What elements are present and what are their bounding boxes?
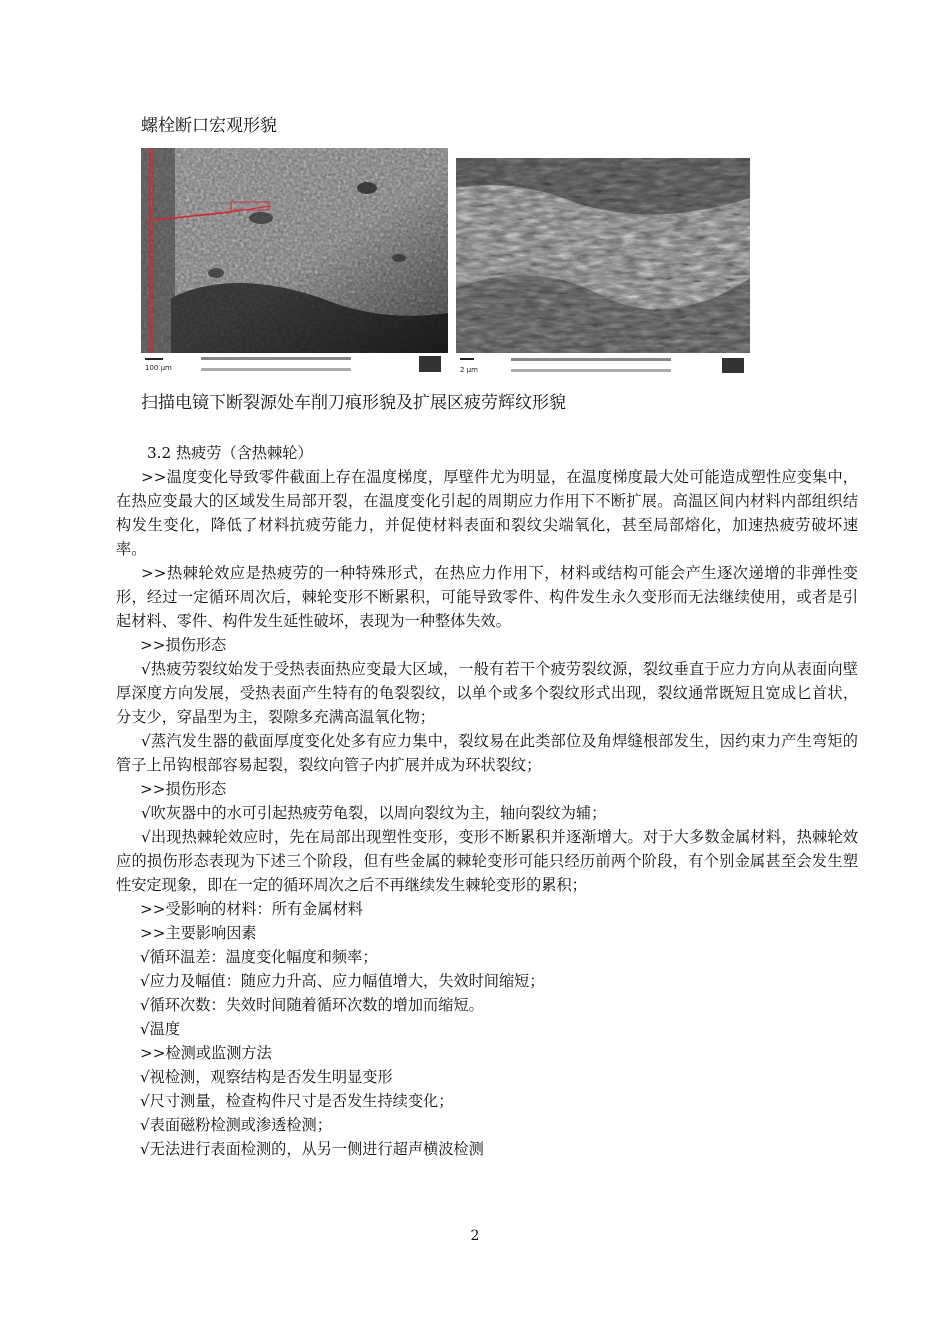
section-title: 3.2 热疲劳（含热棘轮） [147,444,313,462]
affected-materials: >>受影响的材料：所有金属材料 [140,900,363,918]
subheading-damage-form: >>损伤形态 [140,636,227,654]
subheading-detection: >>检测或监测方法 [140,1044,272,1062]
sem-micrograph-fatigue-striations [456,158,750,380]
micrograph-right-image [456,158,750,380]
list-item: √应力及幅值：随应力升高、应力幅值增大，失效时间缩短； [140,972,545,990]
micrograph-right-scale: 2 μm [460,366,478,374]
figure-caption: 扫描电镜下断裂源处车削刀痕形貌及扩展区疲劳辉纹形貌 [141,393,566,413]
page-number: 2 [470,1228,480,1244]
subheading-damage-form: >>损伤形态 [140,780,227,798]
list-item: √循环次数：失效时间随着循环次数的增加而缩短。 [140,996,484,1014]
paragraph: >>温度变化导致零件截面上存在温度梯度，厚壁件尤为明显，在温度梯度最大处可能造成塑性应变集中，在热应变最大的区域发生局部开裂，在温度变化引起的周期应力作用下不断扩展。高温区间内材料内部组织结构发生变化，降低了材料抗疲劳能力，并促使材料表面和裂纹尖端氧化，甚至局部熔化，加速热疲劳破坏速率。 [116,468,858,558]
list-item: √蒸汽发生器的截面厚度变化处多有应力集中，裂纹易在此类部位及角焊缝根部发生，因约束力产生弯矩的管子上吊钩根部容易起裂，裂纹向管子内扩展并成为环状裂纹； [116,732,858,774]
list-item: √视检测，观察结构是否发生明显变形 [140,1068,393,1086]
sem-micrograph-fracture-origin [141,148,448,381]
subheading-factors: >>主要影响因素 [140,924,257,942]
list-item: √循环温差：温度变化幅度和频率； [140,948,378,966]
list-item: √吹灰器中的水可引起热疲劳龟裂，以周向裂纹为主，轴向裂纹为辅； [141,804,607,822]
list-item: √无法进行表面检测的，从另一侧进行超声横波检测 [140,1140,484,1158]
list-item: √出现热棘轮效应时，先在局部出现塑性变形，变形不断累积并逐渐增大。对于大多数金属材料，热棘轮效应的损伤形态表现为下述三个阶段，但有些金属的棘轮变形可能只经历前两个阶段，有个别金属甚至会发生塑性安定现象，即在一定的循环周次之后不再继续发生棘轮变形的累积； [116,828,858,894]
list-item: √表面磁粉检测或渗透检测； [140,1116,332,1134]
list-item: √尺寸测量，检查构件尺寸是否发生持续变化； [140,1092,454,1110]
figure-heading: 螺栓断口宏观形貌 [141,116,277,136]
micrograph-left-image [141,148,448,381]
micrograph-left-scale: 100 μm [145,364,172,372]
paragraph: >>热棘轮效应是热疲劳的一种特殊形式，在热应力作用下，材料或结构可能会产生逐次递增的非弹性变形，经过一定循环周次后，棘轮变形不断累积，可能导致零件、构件发生永久变形而无法继续使用，或者是引起材料、零件、构件发生延性破坏，表现为一种整体失效。 [116,564,858,630]
section-body [116,441,858,1161]
list-item: √热疲劳裂纹始发于受热表面热应变最大区域，一般有若干个疲劳裂纹源，裂纹垂直于应力方向从表面向壁厚深度方向发展，受热表面产生特有的龟裂裂纹，以单个或多个裂纹形式出现，裂纹通常既短且宽成匕首状，分支少，穿晶型为主，裂隙多充满高温氧化物； [116,660,858,726]
list-item: √温度 [140,1020,181,1038]
